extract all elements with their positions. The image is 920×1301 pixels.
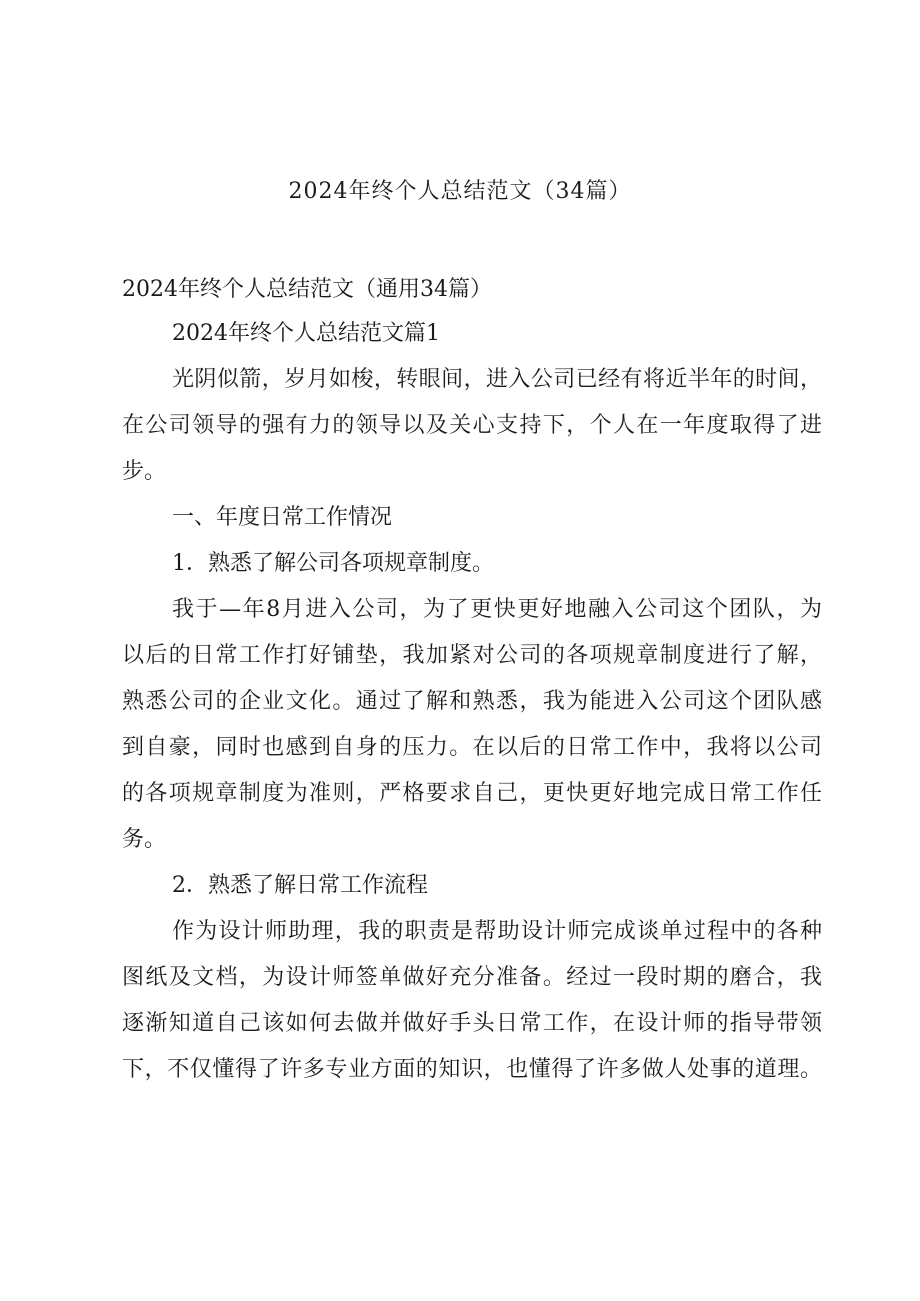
- paragraph-line: 在公司领导的强有力的领导以及关心支持下，个人在一年度取得了进: [122, 413, 822, 438]
- paragraph-line: 图纸及文档，为设计师签单做好充分准备。经过一段时期的磨合，我: [122, 965, 822, 990]
- paragraph-line: 步。: [122, 459, 167, 484]
- intro-paragraph: [122, 362, 822, 500]
- paragraph-line: 逐渐知道自己该如何去做并做好手头日常工作，在设计师的指导带领: [122, 1011, 822, 1036]
- document-subtitle: 2024年终个人总结范文（通用34篇）: [122, 277, 492, 302]
- item-2-title: 2．熟悉了解日常工作流程: [172, 873, 428, 898]
- paragraph-line: 作为设计师助理，我的职责是帮助设计师完成谈单过程中的各种: [172, 919, 822, 944]
- item-1-paragraph: [122, 592, 822, 868]
- paragraph-line: 下，不仅懂得了许多专业方面的知识，也懂得了许多做人处事的道理。: [122, 1057, 822, 1082]
- paragraph-line: 务。: [122, 827, 167, 852]
- paragraph-line: 以后的日常工作打好铺垫，我加紧对公司的各项规章制度进行了解，: [122, 643, 822, 668]
- section-heading: 2024年终个人总结范文篇1: [172, 321, 440, 346]
- heading-annual-work: 一、年度日常工作情况: [172, 505, 393, 530]
- paragraph-line: 我于—年8月进入公司，为了更快更好地融入公司这个团队，为: [172, 597, 822, 622]
- paragraph-line: 熟悉公司的企业文化。通过了解和熟悉，我为能进入公司这个团队感: [122, 689, 822, 714]
- item-2-paragraph: [122, 914, 822, 1098]
- paragraph-line: 光阴似箭，岁月如梭，转眼间，进入公司已经有将近半年的时间，: [172, 367, 822, 392]
- paragraph-line: 到自豪，同时也感到自身的压力。在以后的日常工作中，我将以公司: [122, 735, 822, 760]
- paragraph-line: 的各项规章制度为准则，严格要求自己，更快更好地完成日常工作任: [122, 781, 822, 806]
- document-title: 2024年终个人总结范文（34篇）: [288, 179, 632, 204]
- document-body: [122, 272, 822, 1098]
- item-1-title: 1．熟悉了解公司各项规章制度。: [172, 551, 494, 576]
